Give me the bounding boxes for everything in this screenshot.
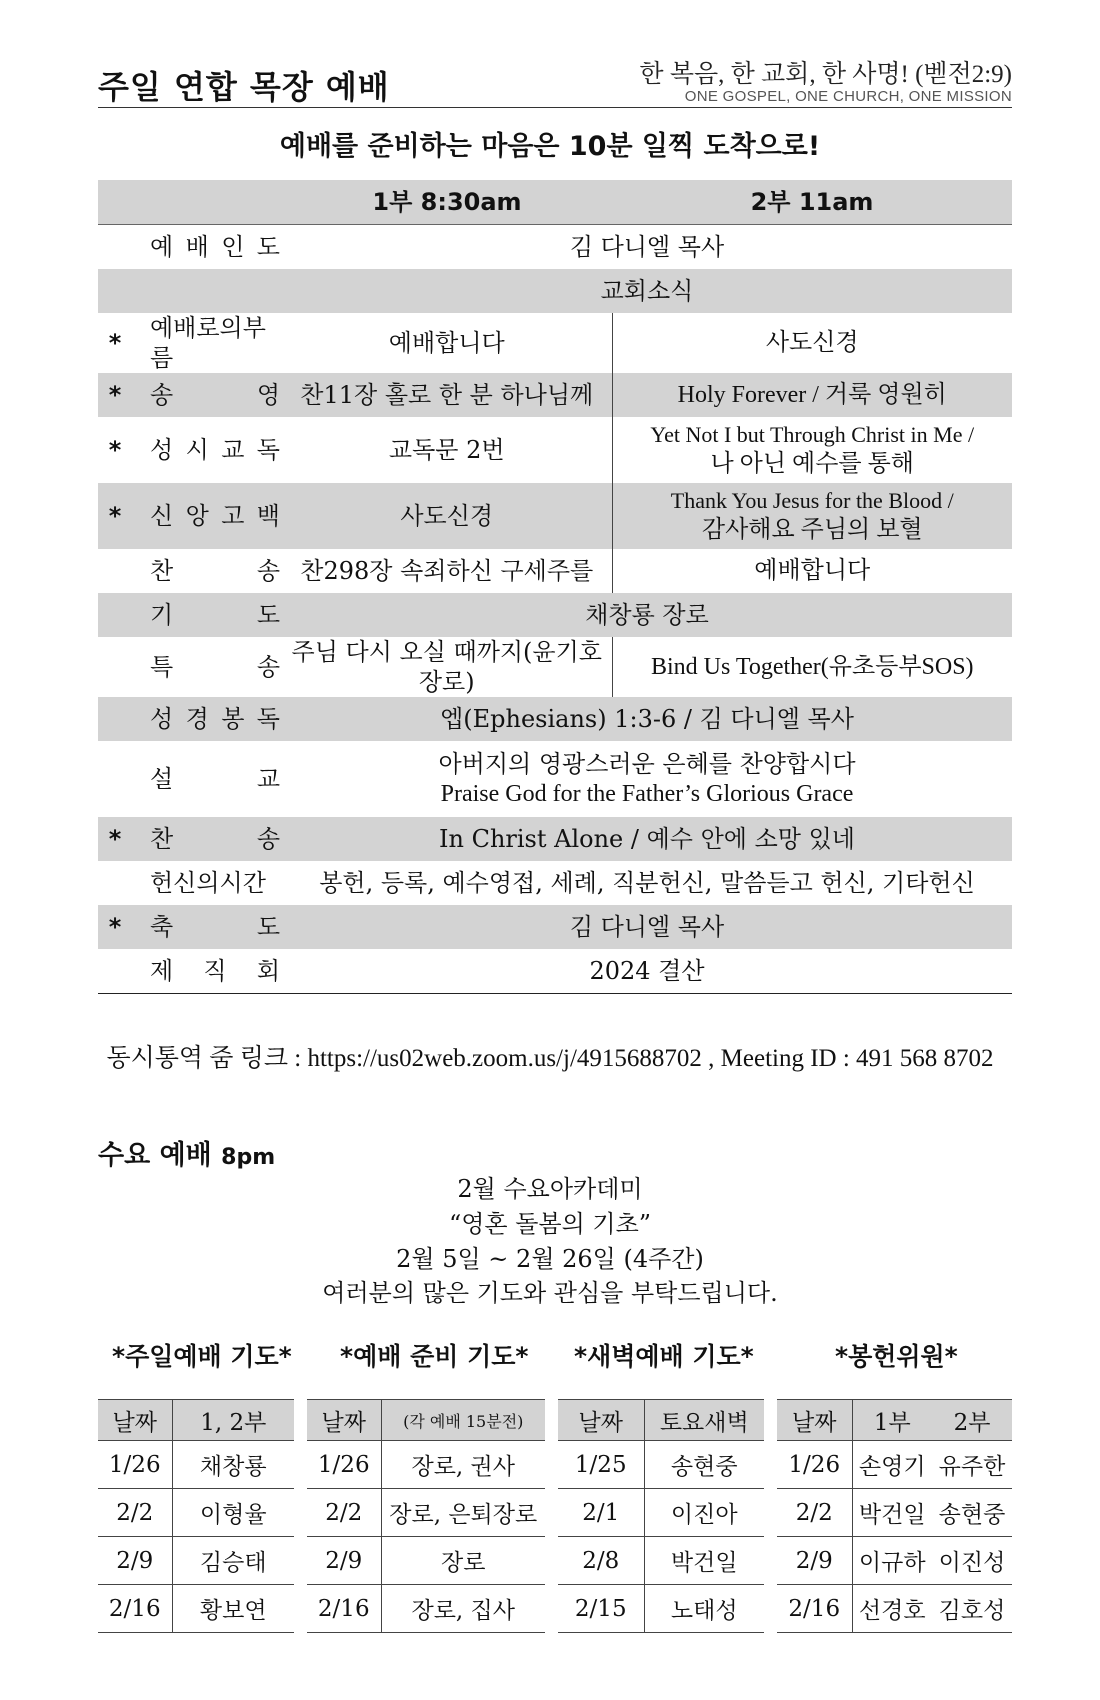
prayer-table-cell: 장로 <box>381 1537 545 1585</box>
prayer-table-title: *예배 준비 기도* <box>340 1342 529 1371</box>
prayer-table-title: *봉헌위원* <box>835 1342 958 1371</box>
standing-marker: * <box>98 483 132 549</box>
order-label <box>132 501 282 531</box>
academy-line: 2월 5일 ~ 2월 26일 (4주간) <box>396 1244 704 1273</box>
church-motto <box>639 54 1012 105</box>
prayer-table-cell: 손영기 <box>852 1441 932 1489</box>
order-row <box>98 741 1012 817</box>
standing-marker: * <box>98 905 132 949</box>
order-row <box>98 483 1012 549</box>
prayer-table-header: 2부 <box>932 1400 1012 1441</box>
prayer-table-cell: 채창룡 <box>172 1441 294 1489</box>
order-label-char: 교 <box>221 436 245 464</box>
order-both-services <box>282 817 1012 861</box>
standing-marker <box>98 225 132 270</box>
order-label-char: 특 <box>150 653 174 681</box>
order-label <box>132 232 282 262</box>
prayer-table-cell: 2/2 <box>777 1489 852 1537</box>
order-label-char: 독 <box>256 705 280 733</box>
order-service-1: 사도신경 <box>282 483 612 549</box>
order-both-services <box>282 905 1012 949</box>
order-label-char: 독 <box>256 436 280 464</box>
order-content: 김 다니엘 목사 <box>569 913 725 941</box>
prayer-table-cell: 2/15 <box>558 1585 644 1633</box>
order-label-char: 배 <box>185 233 209 261</box>
order-service-2-line: 예배합니다 <box>754 558 871 584</box>
prayer-table-cell: 이진아 <box>644 1489 764 1537</box>
order-row <box>98 549 1012 593</box>
table-row <box>558 1489 764 1537</box>
order-both-services <box>282 861 1012 905</box>
order-label-char: 회 <box>256 957 280 985</box>
order-label-char: 영 <box>256 381 280 409</box>
prayer-table-header: 1, 2부 <box>172 1400 294 1441</box>
order-service-2 <box>612 313 1012 373</box>
prayer-table-cell: 1/26 <box>307 1441 381 1489</box>
table-row <box>777 1489 1012 1537</box>
standing-marker <box>98 697 132 741</box>
order-row <box>98 269 1012 313</box>
order-service-1: 주님 다시 오실 때까지(윤기호 장로) <box>282 637 612 697</box>
prayer-table-cell: 1/26 <box>98 1441 172 1489</box>
prayer-table-cell: 2/9 <box>98 1537 172 1585</box>
order-both-services <box>282 225 1012 270</box>
order-service-1: 찬11장 홀로 한 분 하나님께 <box>282 373 612 417</box>
prayer-table-cell: 유주한 <box>932 1441 1012 1489</box>
motto-english: ONE GOSPEL, ONE CHURCH, ONE MISSION <box>684 88 1012 105</box>
zoom-link[interactable]: 동시통역 줌 링크 : https://us02web.zoom.us/j/4915688702 , Meeting ID : 491 568 8702 <box>106 1045 994 1072</box>
prayer-table-header: (각 예배 15분전) <box>381 1400 545 1441</box>
service-1-header: 1부 8:30am <box>282 180 612 225</box>
prayer-table-cell: 송현중 <box>932 1489 1012 1537</box>
order-label-char: 경 <box>185 705 209 733</box>
wednesday-title <box>98 1133 275 1172</box>
order-service-2-line: Bind Us Together(유초등부SOS) <box>650 654 974 680</box>
prayer-table-header: 날짜 <box>307 1400 381 1441</box>
order-label <box>132 956 282 986</box>
order-label-char: 고 <box>221 502 245 530</box>
table-row <box>98 1489 294 1537</box>
order-row <box>98 417 1012 483</box>
prayer-table-cell: 이형율 <box>172 1489 294 1537</box>
order-label-char: 찬 <box>150 557 174 585</box>
prayer-table-header: 1부 <box>852 1400 932 1441</box>
service-order-table <box>98 180 1012 994</box>
order-service-1: 찬298장 속죄하신 구세주를 <box>282 549 612 593</box>
order-label <box>132 435 282 465</box>
motto-korean: 한 복음, 한 교회, 한 사명! (벧전2:9) <box>639 61 1012 88</box>
prayer-table-title: *새벽예배 기도* <box>574 1342 754 1371</box>
order-content: In Christ Alone / 예수 안에 소망 있네 <box>439 825 855 853</box>
standing-marker <box>98 861 132 905</box>
order-label <box>132 912 282 942</box>
order-service-2 <box>612 549 1012 593</box>
prayer-table-cell: 1/25 <box>558 1441 644 1489</box>
table-row <box>98 1441 294 1489</box>
prayer-table-cell: 선경호 <box>852 1585 932 1633</box>
standing-marker <box>98 269 132 313</box>
order-label-char: 도 <box>256 233 280 261</box>
order-row <box>98 949 1012 994</box>
prayer-table-cell: 2/9 <box>307 1537 381 1585</box>
prayer-table-header: 날짜 <box>98 1400 172 1441</box>
order-row <box>98 697 1012 741</box>
order-label <box>132 600 282 630</box>
academy-line: “영혼 돌봄의 기초” <box>448 1209 652 1238</box>
order-both-services <box>282 697 1012 741</box>
order-service-2 <box>612 417 1012 483</box>
order-service-1: 예배합니다 <box>282 313 612 373</box>
standing-marker: * <box>108 329 122 357</box>
order-label-char: 교 <box>256 765 280 793</box>
prayer-table-cell: 이규하 <box>852 1537 932 1585</box>
order-service-2-line2: 나 아닌 예수를 통해 <box>710 450 914 477</box>
prayer-table <box>558 1399 764 1633</box>
prayer-table-cell: 2/2 <box>98 1489 172 1537</box>
order-service-2-line: Holy Forever / 거룩 영원히 <box>677 382 947 408</box>
prayer-table-cell: 2/16 <box>777 1585 852 1633</box>
order-label-char: 송 <box>256 557 280 585</box>
table-row <box>307 1441 545 1489</box>
prayer-table-cell: 2/16 <box>307 1585 381 1633</box>
table-row <box>98 1537 294 1585</box>
order-label-char: 봉 <box>221 705 245 733</box>
prayer-table-cell: 송현중 <box>644 1441 764 1489</box>
table-row <box>777 1537 1012 1585</box>
prayer-table-cell: 노태성 <box>644 1585 764 1633</box>
prayer-table-cell: 김호성 <box>932 1585 1012 1633</box>
order-label-char: 시 <box>185 436 209 464</box>
order-label-char: 백 <box>256 502 280 530</box>
standing-marker <box>98 949 132 994</box>
order-row <box>98 905 1012 949</box>
academy-line: 여러분의 많은 기도와 관심을 부탁드립니다. <box>322 1279 778 1308</box>
order-label: 예배로의부름 <box>150 314 266 372</box>
prayer-table-cell: 황보연 <box>172 1585 294 1633</box>
wednesday-time: 8pm <box>221 1145 276 1170</box>
standing-marker <box>98 741 132 817</box>
order-label-char: 도 <box>256 601 280 629</box>
prayer-table-cell: 장로, 권사 <box>381 1441 545 1489</box>
prayer-table-cell: 2/9 <box>777 1537 852 1585</box>
order-label-char: 성 <box>150 705 174 733</box>
table-row <box>558 1441 764 1489</box>
order-service-2-line: Yet Not I but Through Christ in Me / <box>650 422 975 448</box>
header-divider <box>98 107 1012 108</box>
table-row <box>307 1489 545 1537</box>
order-label-char: 축 <box>150 913 174 941</box>
order-label-char: 송 <box>256 825 280 853</box>
order-row <box>98 817 1012 861</box>
order-label-char: 송 <box>150 381 174 409</box>
prayer-table-header: 날짜 <box>777 1400 852 1441</box>
order-both-services <box>282 269 1012 313</box>
order-label <box>132 824 282 854</box>
wednesday-academy <box>0 1172 1100 1311</box>
prayer-table <box>307 1399 545 1633</box>
order-content-2: Praise God for the Father’s Glorious Grace <box>440 781 854 807</box>
order-both-services <box>282 741 1012 817</box>
order-row <box>98 861 1012 905</box>
order-label-char: 송 <box>256 653 280 681</box>
order-content: 봉헌, 등록, 예수영접, 세례, 직분헌신, 말씀듣고 헌신, 기타헌신 <box>319 869 975 897</box>
order-content: 엡(Ephesians) 1:3-6 / 김 다니엘 목사 <box>440 705 854 733</box>
prayer-table-cell: 1/26 <box>777 1441 852 1489</box>
prayer-table-cell: 2/2 <box>307 1489 381 1537</box>
order-label <box>132 652 282 682</box>
order-content: 채창룡 장로 <box>585 601 709 629</box>
order-service-2-line: Thank You Jesus for the Blood / <box>670 488 954 514</box>
table-row <box>98 1585 294 1633</box>
order-label-char: 신 <box>150 502 174 530</box>
service-2-header: 2부 11am <box>612 180 1012 225</box>
standing-marker <box>98 637 132 697</box>
prayer-table-header: 토요새벽 <box>644 1400 764 1441</box>
table-row <box>777 1585 1012 1633</box>
order-label <box>132 556 282 586</box>
order-service-2-line2: 감사해요 주님의 보혈 <box>701 516 923 543</box>
order-label <box>132 764 282 794</box>
order-label-char: 예 <box>150 233 174 261</box>
prayer-table-cell: 장로, 집사 <box>381 1585 545 1633</box>
order-label-char: 설 <box>150 765 174 793</box>
order-row <box>98 637 1012 697</box>
prayer-table-cell: 김승태 <box>172 1537 294 1585</box>
prayer-table-cell: 장로, 은퇴장로 <box>381 1489 545 1537</box>
order-content: 김 다니엘 목사 <box>569 233 725 261</box>
prayer-table-cell: 2/8 <box>558 1537 644 1585</box>
order-label: 헌신의시간 <box>150 869 266 897</box>
order-label-char: 앙 <box>185 502 209 530</box>
order-label <box>132 380 282 410</box>
order-service-2 <box>612 637 1012 697</box>
order-content: 아버지의 영광스러운 은혜를 찬양합시다 <box>438 750 856 778</box>
prayer-table-cell: 박건일 <box>644 1537 764 1585</box>
standing-marker <box>98 593 132 637</box>
table-row <box>558 1585 764 1633</box>
order-row <box>98 373 1012 417</box>
order-label-char: 제 <box>150 957 174 985</box>
table-row <box>777 1441 1012 1489</box>
order-row <box>98 593 1012 637</box>
order-content: 2024 결산 <box>589 957 705 985</box>
order-service-1: 교독문 2번 <box>282 417 612 483</box>
prayer-table <box>777 1399 1012 1633</box>
order-both-services <box>282 949 1012 994</box>
order-service-2-line: 사도신경 <box>765 330 859 356</box>
page-title: 주일 연합 목장 예배 <box>98 68 390 106</box>
prayer-table-cell: 2/1 <box>558 1489 644 1537</box>
order-row <box>98 225 1012 270</box>
standing-marker <box>98 549 132 593</box>
prayer-table-title: *주일예배 기도* <box>112 1342 292 1371</box>
standing-marker: * <box>98 373 132 417</box>
academy-line: 2월 수요아카데미 <box>457 1175 643 1203</box>
order-label <box>132 704 282 734</box>
wednesday-title-text: 수요 예배 <box>98 1140 212 1171</box>
prep-notice: 예배를 준비하는 마음은 10분 일찍 도착으로! <box>279 131 821 162</box>
order-label-char: 도 <box>256 913 280 941</box>
table-row <box>558 1537 764 1585</box>
order-label-char: 인 <box>221 233 245 261</box>
order-both-services <box>282 593 1012 637</box>
table-row <box>307 1537 545 1585</box>
prayer-table <box>98 1399 294 1633</box>
order-label-char: 기 <box>150 601 174 629</box>
standing-marker: * <box>98 817 132 861</box>
order-label-char: 직 <box>203 957 227 985</box>
order-label-char: 성 <box>150 436 174 464</box>
table-row <box>307 1585 545 1633</box>
prayer-table-cell: 2/16 <box>98 1585 172 1633</box>
standing-marker: * <box>108 436 122 464</box>
order-row <box>98 313 1012 373</box>
prayer-table-cell: 이진성 <box>932 1537 1012 1585</box>
order-content: 교회소식 <box>600 277 694 305</box>
prayer-table-header: 날짜 <box>558 1400 644 1441</box>
prayer-table-cell: 박건일 <box>852 1489 932 1537</box>
order-service-2 <box>612 483 1012 549</box>
order-label-char: 찬 <box>150 825 174 853</box>
order-service-2 <box>612 373 1012 417</box>
